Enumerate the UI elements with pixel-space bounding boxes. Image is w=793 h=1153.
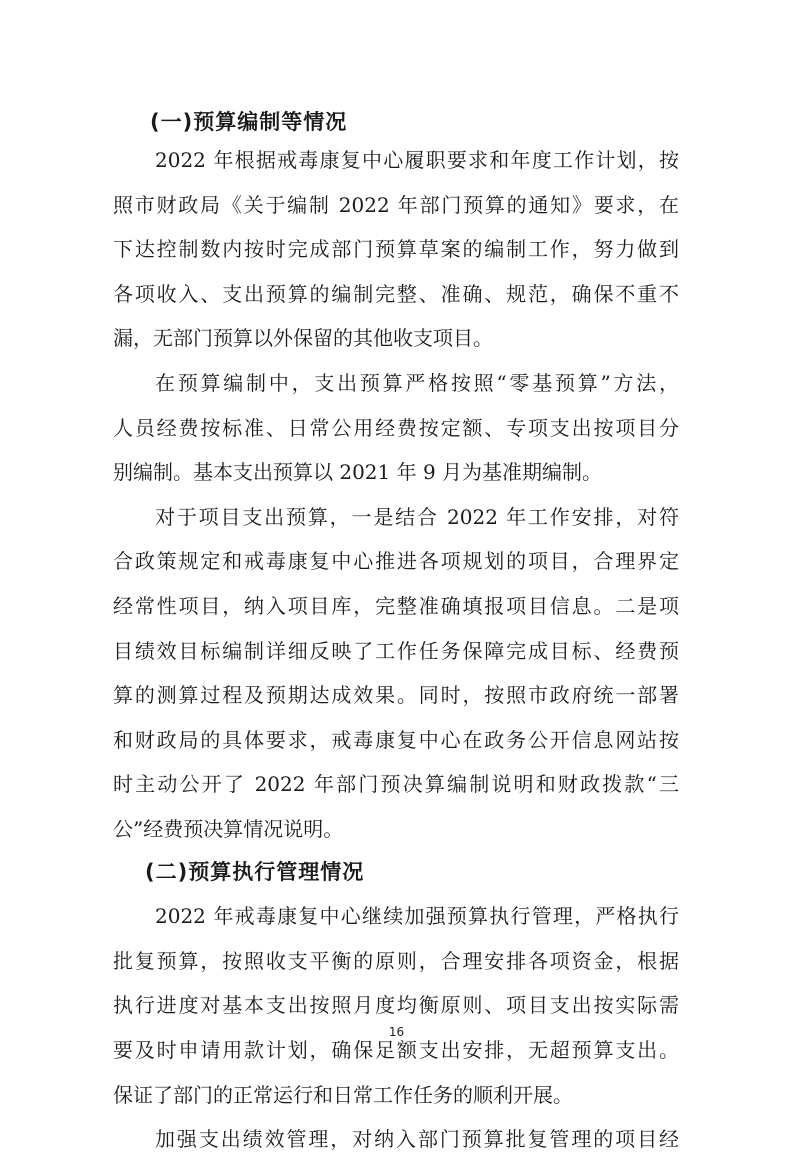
paragraph-line: 照市财政局《关于编制 2022 年部门预算的通知》要求，在	[113, 192, 679, 217]
paragraph-line: 执行进度对基本支出按照月度均衡原则、项目支出按实际需	[113, 993, 679, 1018]
paragraph-line: 各项收入、支出预算的编制完整、准确、规范，确保不重不	[113, 281, 679, 306]
section-heading: (二)预算执行管理情况	[145, 859, 365, 884]
paragraph-line: 对于项目支出预算，一是结合 2022 年工作安排，对符	[155, 504, 679, 529]
paragraph-line: 人员经费按标准、日常公用经费按定额、专项支出按项目分	[113, 415, 679, 440]
paragraph-line: 公”经费预决算情况说明。	[113, 817, 344, 841]
paragraph-line: 目绩效目标编制详细反映了工作任务保障完成目标、经费预	[113, 638, 679, 663]
paragraph-line: 2022 年戒毒康复中心继续加强预算执行管理，严格执行	[155, 904, 679, 929]
paragraph-line: 加强支出绩效管理，对纳入部门预算批复管理的项目经	[155, 1127, 679, 1152]
paragraph-line: 下达控制数内按时完成部门预算草案的编制工作，努力做到	[113, 237, 679, 262]
paragraph-line: 要及时申请用款计划，确保足额支出安排，无超预算支出。	[113, 1038, 679, 1062]
paragraph-line: 在预算编制中，支出预算严格按照“零基预算”方法，	[155, 371, 679, 395]
paragraph-line: 2022 年根据戒毒康复中心履职要求和年度工作计划，按	[155, 148, 679, 172]
paragraph-line: 算的测算过程及预期达成效果。同时，按照市政府统一部署	[113, 683, 679, 708]
paragraph-line: 保证了部门的正常运行和日常工作任务的顺利开展。	[113, 1082, 573, 1107]
paragraph-line: 和财政局的具体要求，戒毒康复中心在政务公开信息网站按	[113, 727, 679, 752]
page-number: 16	[388, 1025, 405, 1039]
paragraph-line: 经常性项目，纳入项目库，完整准确填报项目信息。二是项	[113, 594, 679, 618]
paragraph-line: 漏，无部门预算以外保留的其他收支项目。	[113, 326, 493, 351]
paragraph-line: 时主动公开了 2022 年部门预决算编制说明和财政拨款“三	[113, 772, 679, 797]
section-heading: (一)预算编制等情况	[150, 110, 348, 134]
paragraph-line: 合政策规定和戒毒康复中心推进各项规划的项目，合理界定	[113, 549, 679, 574]
paragraph-line: 批复预算，按照收支平衡的原则，合理安排各项资金，根据	[113, 948, 679, 973]
paragraph-line: 别编制。基本支出预算以 2021 年 9 月为基准期编制。	[113, 460, 603, 485]
